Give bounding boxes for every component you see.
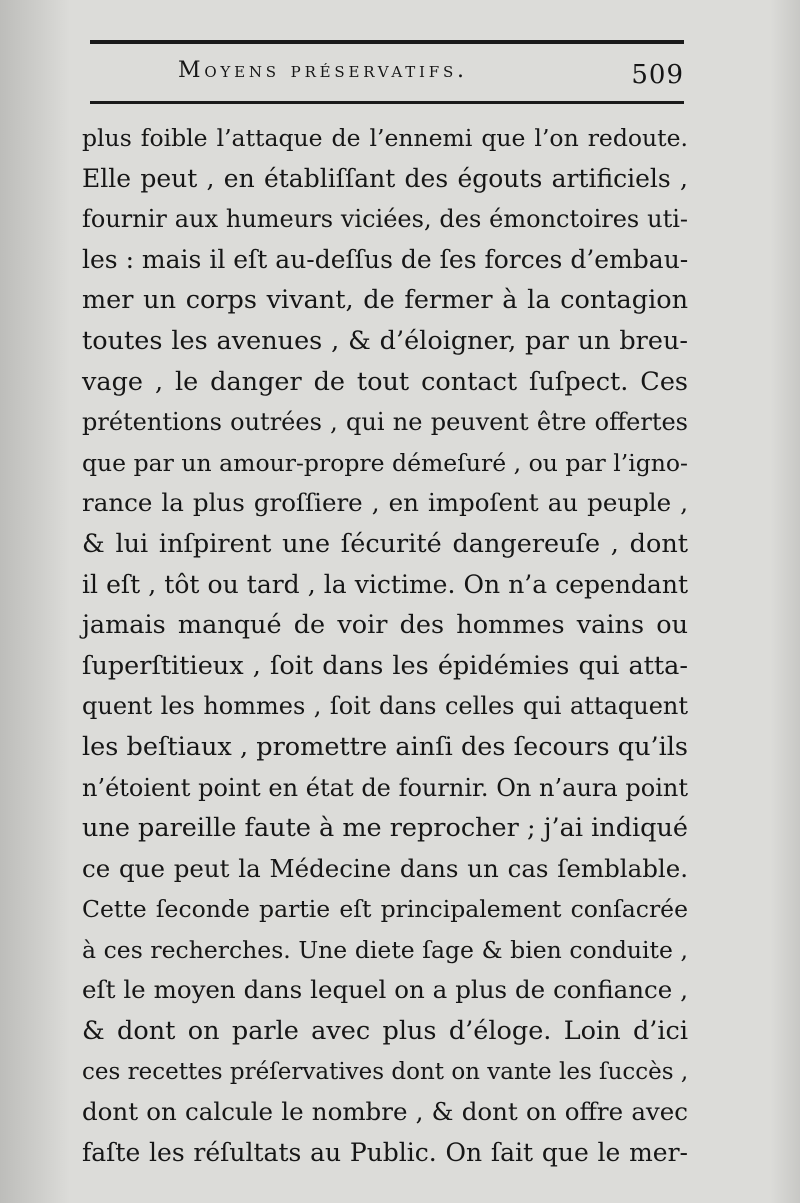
text-line: il eſt , tôt ou tard , la victime. On n’a cependant bbox=[82, 569, 688, 599]
header-top-rule bbox=[90, 40, 684, 44]
text-line: rance la plus groſſiere , en impoſent au peuple , bbox=[82, 488, 688, 518]
text-line: les : mais il eſt au-deſſus de ſes forces d’embau- bbox=[82, 244, 689, 274]
page-gutter-shadow bbox=[0, 0, 70, 1203]
text-line: Elle peut , en établiſſant des égouts artificiels , bbox=[82, 163, 688, 193]
text-line: ces recettes préſervatives dont on vante les ſuccès , bbox=[82, 1058, 689, 1085]
text-line: que par un amour-propre démeſuré , ou par l’igno- bbox=[82, 448, 688, 477]
running-head: Moyens préservatifs. bbox=[178, 58, 468, 83]
page-edge-shadow bbox=[770, 0, 800, 1203]
text-line: à ces recherches. Une diete ſage & bien conduite , bbox=[82, 935, 688, 964]
text-line: vage , le danger de tout contact ſuſpect. Ces bbox=[82, 366, 688, 397]
page-header bbox=[90, 52, 684, 96]
text-line: quent les hommes , ſoit dans celles qui attaquent bbox=[82, 692, 688, 721]
text-line: jamais manqué de voir des hommes vains ou bbox=[82, 610, 688, 641]
page-number: 509 bbox=[631, 60, 684, 90]
text-line: une pareille faute à me reprocher ; j’ai indiqué bbox=[82, 813, 689, 844]
text-line: ſuperſtitieux , ſoit dans les épidémies qui atta- bbox=[82, 650, 688, 681]
text-line: eſt le moyen dans lequel on a plus de confiance , bbox=[82, 975, 688, 1005]
text-line: les beſtiaux , promettre ainſi des ſecours qu’ils bbox=[82, 731, 688, 762]
text-line: plus foible l’attaque de l’ennemi que l’on redoute. bbox=[82, 124, 688, 152]
body-text bbox=[82, 118, 688, 1173]
header-bottom-rule bbox=[90, 101, 684, 104]
text-line: & dont on parle avec plus d’éloge. Loin d’ici bbox=[82, 1016, 688, 1047]
text-line: toutes les avenues , & d’éloigner, par un breu- bbox=[82, 325, 688, 356]
text-line: ce que peut la Médecine dans un cas ſemblable. bbox=[82, 853, 688, 883]
text-line: prétentions outrées , qui ne peuvent être offertes bbox=[82, 408, 688, 437]
text-line: mer un corps vivant, de fermer à la contagion bbox=[82, 285, 688, 316]
text-line: faſte les réſultats au Public. On ſait que le mer- bbox=[82, 1137, 688, 1167]
text-line: Cette ſeconde partie eſt principalement conſacrée bbox=[82, 895, 688, 924]
text-line: dont on calcule le nombre , & dont on offre avec bbox=[82, 1097, 688, 1127]
text-line: n’étoient point en état de fournir. On n’aura point bbox=[82, 773, 688, 802]
text-line: & lui inſpirent une ſécurité dangereuſe , dont bbox=[82, 528, 688, 559]
text-line: fournir aux humeurs viciées, des émonctoires uti- bbox=[82, 205, 688, 234]
